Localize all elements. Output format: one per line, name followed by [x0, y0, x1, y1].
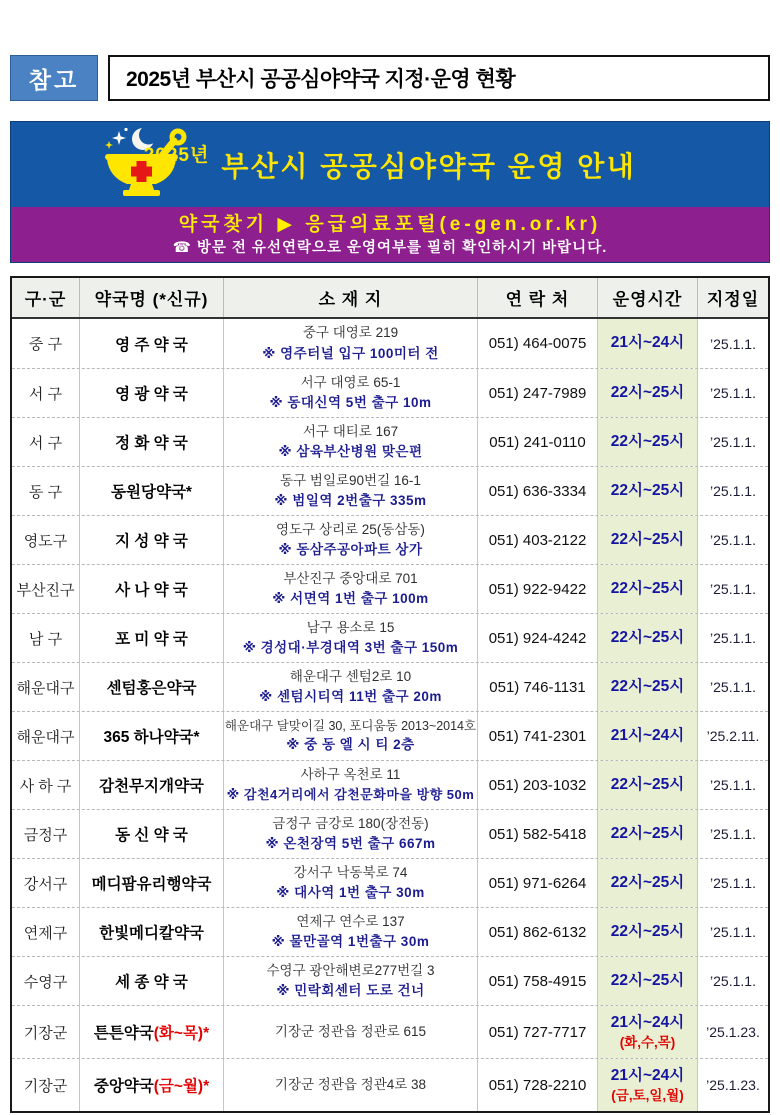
pharmacy-name: 사 나 약 국: [115, 582, 188, 599]
phone-cell: 051) 971-6264: [478, 859, 598, 907]
designation-date-cell: ’25.1.23.: [706, 1077, 760, 1093]
address-cell: [224, 319, 478, 368]
hours-time: 22시~25시: [610, 824, 685, 842]
reference-badge: 참고: [10, 55, 98, 101]
district-cell: 중 구: [12, 319, 80, 368]
hours-cell: [598, 1059, 698, 1111]
hours-cell: [598, 565, 698, 613]
address-line1: 강서구 낙동북로 74: [293, 864, 408, 880]
banner-title: 부산시 공공심야약국 운영 안내: [221, 150, 637, 182]
pharmacy-name-cell: [80, 957, 224, 1005]
designation-date-cell: ’25.1.1.: [710, 630, 756, 646]
district-cell: 수영구: [12, 957, 80, 1005]
district-cell: 서 구: [12, 369, 80, 417]
hours-cell: [598, 614, 698, 662]
pharmacy-name-cell: [80, 810, 224, 858]
address-line1: 영도구 상리로 25(동삼동): [276, 521, 425, 537]
address-line1: 중구 대영로 219: [302, 325, 399, 341]
address-line2: ※ 센텀시티역 11번 출구 20m: [259, 689, 442, 704]
designation-date-cell: ’25.1.1.: [710, 335, 756, 352]
hours-cell: [598, 957, 698, 1005]
hours-time: 22시~25시: [610, 922, 685, 940]
hours-cell: [598, 369, 698, 417]
designation-date-cell: ’25.1.1.: [710, 875, 756, 891]
district-cell: 기장군: [12, 1006, 80, 1058]
hours-cell: [598, 418, 698, 466]
hours-time: 21시~24시: [610, 726, 685, 744]
hours-time: 22시~25시: [610, 628, 685, 646]
banner-year: 2025년: [143, 145, 210, 166]
address-line2: ※ 물만골역 1번출구 30m: [271, 934, 430, 949]
district-cell: 강서구: [12, 859, 80, 907]
address-line1: 해운대구 센텀2로 10: [289, 668, 412, 684]
district-cell: 서 구: [12, 418, 80, 466]
phone-cell: 051) 403-2122: [478, 516, 598, 564]
address-line2: ※ 경성대·부경대역 3번 출구 150m: [242, 640, 459, 655]
pharmacy-name-cell: [80, 369, 224, 417]
address-cell: [224, 418, 478, 466]
address-line1: 서구 대티로 167: [302, 423, 399, 439]
designation-date-cell: ’25.1.1.: [710, 679, 756, 695]
pharmacy-name-cell: [80, 565, 224, 613]
pharmacy-name-cell: [80, 418, 224, 466]
address-cell: [224, 369, 478, 417]
table-row: [12, 319, 768, 368]
address-line2: ※ 감천4거리에서 감천문화마을 방향 50m: [226, 787, 475, 803]
address-line2: ※ 중 동 엘 시 티 2층: [286, 737, 415, 753]
col-header-date: 지정일: [706, 290, 760, 309]
hours-time: 22시~25시: [610, 481, 685, 499]
address-cell: [224, 614, 478, 662]
address-cell: [224, 516, 478, 564]
phone-cell: 051) 924-4242: [478, 614, 598, 662]
district-cell: 연제구: [12, 908, 80, 956]
phone-cell: 051) 862-6132: [478, 908, 598, 956]
address-line1: 수영구 광안해변로277번길 3: [266, 962, 435, 978]
hours-time: 22시~25시: [610, 873, 685, 891]
address-line2: ※ 동삼주공아파트 상가: [278, 542, 423, 557]
designation-date-cell: ’25.1.1.: [710, 924, 756, 940]
designation-date-cell: ’25.1.1.: [710, 532, 756, 548]
table-row: [12, 809, 768, 858]
pharmacy-name: 센텀홍은약국: [106, 680, 197, 697]
district-cell: 기장군: [12, 1059, 80, 1111]
document-title: 2025년 부산시 공공심야약국 지정·운영 현황: [108, 55, 770, 101]
hours-days: (금,토,일,월): [611, 1087, 684, 1103]
phone-cell: 051) 464-0075: [478, 319, 598, 368]
pharmacy-name: 세 종 약 국: [115, 974, 188, 991]
designation-date-cell: ’25.1.1.: [710, 385, 756, 401]
hours-cell: [598, 908, 698, 956]
phone-cell: 051) 746-1131: [478, 663, 598, 711]
pharmacy-name: 동 신 약 국: [115, 827, 188, 844]
designation-date-cell: ’25.2.11.: [706, 728, 760, 744]
address-line2: ※ 서면역 1번 출구 100m: [272, 591, 429, 606]
hours-time: 22시~25시: [610, 677, 685, 695]
address-cell: [224, 1006, 478, 1058]
hours-cell: [598, 859, 698, 907]
col-header-address: 소 재 지: [224, 278, 478, 317]
pharmacy-name-cell: [80, 908, 224, 956]
address-line1: 동구 범일로90번길 16-1: [280, 472, 421, 488]
table-row: [12, 417, 768, 466]
phone-cell: 051) 241-0110: [478, 418, 598, 466]
table-row: [12, 515, 768, 564]
table-row: [12, 613, 768, 662]
hours-time: 22시~25시: [610, 971, 685, 989]
table-row: [12, 466, 768, 515]
address-line2: ※ 동대신역 5번 출구 10m: [269, 395, 432, 410]
address-line1: 기장군 정관읍 정관로 615: [274, 1023, 427, 1039]
table-row: [12, 907, 768, 956]
pharmacy-name-cell: [80, 859, 224, 907]
table-row: [12, 564, 768, 613]
phone-cell: 051) 636-3334: [478, 467, 598, 515]
table-row: [12, 1058, 768, 1111]
designation-date-cell: ’25.1.1.: [710, 826, 756, 842]
address-cell: [224, 712, 478, 760]
col-header-phone: 연 락 처: [478, 278, 598, 317]
pharmacy-finder-line: 약국찾기 ▶ 응급의료포털(e-gen.or.kr): [178, 214, 602, 235]
hours-cell: [598, 712, 698, 760]
hours-time: 22시~25시: [610, 432, 685, 450]
address-line1: 남구 용소로 15: [306, 619, 395, 635]
phone-cell: 051) 741-2301: [478, 712, 598, 760]
district-cell: 해운대구: [12, 712, 80, 760]
address-line2: ※ 온천장역 5번 출구 667m: [265, 836, 436, 851]
table-header-row: [12, 278, 768, 319]
hours-time: 22시~25시: [610, 383, 685, 401]
pharmacy-name: 정 화 약 국: [115, 435, 188, 452]
pharmacy-name: 중앙약국: [93, 1078, 154, 1095]
reference-header: [10, 55, 770, 101]
address-cell: [224, 467, 478, 515]
hours-time: 22시~25시: [610, 579, 685, 597]
pharmacy-name-cell: [80, 712, 224, 760]
pharmacy-name: 영 광 약 국: [115, 386, 188, 403]
address-line2: ※ 삼육부산병원 맞은편: [278, 444, 423, 459]
designation-date-cell: ’25.1.1.: [710, 483, 756, 499]
col-header-pharmacy-name: 약국명 (*신규): [80, 278, 224, 317]
address-cell: [224, 859, 478, 907]
hours-cell: [598, 516, 698, 564]
pharmacy-name: 한빛메디칼약국: [99, 925, 204, 942]
pharmacy-name-cell: [80, 516, 224, 564]
district-cell: 금정구: [12, 810, 80, 858]
table-row: [12, 662, 768, 711]
address-cell: [224, 810, 478, 858]
phone-cell: 051) 922-9422: [478, 565, 598, 613]
table-body: [12, 319, 768, 1111]
address-line2: ※ 대사역 1번 출구 30m: [276, 885, 425, 900]
hours-cell: [598, 810, 698, 858]
table-row: [12, 368, 768, 417]
hours-time: 21시~24시: [610, 1066, 685, 1084]
col-header-district: 구·군: [12, 278, 80, 317]
pharmacy-banner: [10, 121, 770, 263]
hours-cell: [598, 467, 698, 515]
pharmacy-name-cell: [80, 663, 224, 711]
address-cell: [224, 663, 478, 711]
table-row: [12, 858, 768, 907]
pharmacy-name: 감천무지개약국: [99, 778, 204, 795]
address-line2: ※ 범일역 2번출구 335m: [274, 493, 427, 508]
phone-cell: 051) 582-5418: [478, 810, 598, 858]
designation-date-cell: ’25.1.1.: [710, 777, 756, 793]
pharmacy-name-cell: [80, 761, 224, 809]
pharmacy-name: 영 주 약 국: [115, 336, 188, 354]
designation-date-cell: ’25.1.1.: [710, 581, 756, 597]
pharmacy-name: 365 하나약국*: [103, 729, 200, 746]
address-line2: ※ 민락회센터 도로 건너: [276, 983, 425, 998]
district-cell: 남 구: [12, 614, 80, 662]
district-cell: 해운대구: [12, 663, 80, 711]
address-line1: 서구 대영로 65-1: [300, 374, 401, 390]
pharmacy-name-cell: [80, 467, 224, 515]
designation-date-cell: ’25.1.1.: [710, 434, 756, 450]
district-cell: 동 구: [12, 467, 80, 515]
col-header-hours: 운영시간: [598, 278, 698, 317]
hours-days: (화,수,목): [619, 1034, 676, 1050]
phone-cell: 051) 203-1032: [478, 761, 598, 809]
address-cell: [224, 957, 478, 1005]
pharmacy-name: 동원당약국*: [111, 484, 192, 501]
hours-cell: [598, 319, 698, 368]
designation-date-cell: ’25.1.23.: [706, 1024, 760, 1040]
pharmacy-table: [10, 276, 770, 1113]
hours-time: 21시~24시: [610, 334, 685, 352]
phone-cell: 051) 727-7717: [478, 1006, 598, 1058]
district-cell: 부산진구: [12, 565, 80, 613]
pharmacy-name-new-days: (금~월)*: [153, 1078, 210, 1095]
pharmacy-name: 메디팜유리행약국: [91, 876, 212, 893]
hours-cell: [598, 761, 698, 809]
pharmacy-name: 튼튼약국: [93, 1025, 154, 1042]
address-cell: [224, 761, 478, 809]
pharmacy-name: 포 미 약 국: [115, 631, 188, 648]
address-cell: [224, 908, 478, 956]
table-row: [12, 956, 768, 1005]
address-line1: 기장군 정관읍 정관4로 38: [274, 1076, 427, 1092]
hours-time: 22시~25시: [610, 530, 685, 548]
address-line1: 사하구 옥천로 11: [300, 767, 401, 783]
banner-footer: [11, 207, 769, 262]
address-line1: 해운대구 달맞이길 30, 포디움동 2013~2014호: [224, 718, 477, 733]
pharmacy-name-cell: [80, 614, 224, 662]
address-line1: 연제구 연수로 137: [296, 913, 405, 929]
pharmacy-name: 지 성 약 국: [115, 533, 188, 550]
address-cell: [224, 1059, 478, 1111]
address-line1: 금정구 금강로 180(장전동): [272, 815, 429, 831]
banner-main: [11, 122, 769, 207]
phone-cell: 051) 758-4915: [478, 957, 598, 1005]
phone-cell: 051) 247-7989: [478, 369, 598, 417]
table-row: [12, 1005, 768, 1058]
pharmacy-name-cell: [80, 1059, 224, 1111]
address-cell: [224, 565, 478, 613]
pharmacy-name-cell: [80, 319, 224, 368]
hours-cell: [598, 1006, 698, 1058]
phone-cell: 051) 728-2210: [478, 1059, 598, 1111]
hours-time: 22시~25시: [610, 775, 685, 793]
table-row: [12, 760, 768, 809]
district-cell: 영도구: [12, 516, 80, 564]
table-row: [12, 711, 768, 760]
phone-notice-line: ☎ 방문 전 유선연락으로 운영여부를 필히 확인하시기 바랍니다.: [172, 240, 608, 256]
designation-date-cell: ’25.1.1.: [710, 973, 756, 989]
address-line1: 부산진구 중앙대로 701: [283, 570, 418, 586]
pharmacy-name-cell: [80, 1006, 224, 1058]
hours-cell: [598, 663, 698, 711]
hours-time: 21시~24시: [610, 1013, 685, 1031]
district-cell: 사 하 구: [12, 761, 80, 809]
pharmacy-name-new-days: (화~목)*: [153, 1025, 210, 1042]
address-line2: ※ 영주터널 입구 100미터 전: [262, 345, 439, 361]
